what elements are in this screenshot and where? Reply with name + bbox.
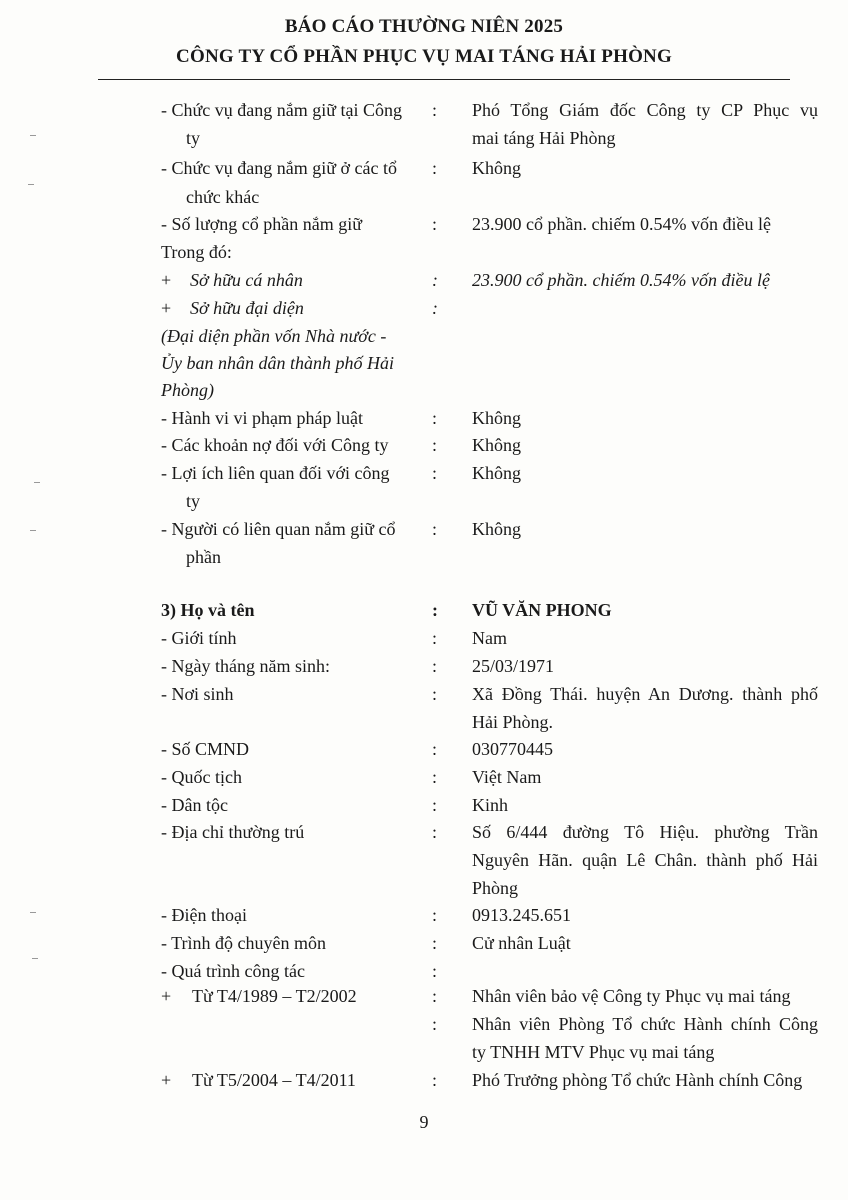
company-name: CÔNG TY CỔ PHẦN PHỤC VỤ MAI TÁNG HẢI PHÒNG	[176, 46, 672, 67]
phone-value: 0913.245.651	[472, 905, 571, 925]
plus-bullet: +	[161, 1070, 172, 1090]
career-entry: Phó Trưởng phòng Tổ chức Hành chính Công	[472, 1070, 803, 1090]
position-value: Phó Tổng Giám đốc Công ty CP Phục vụ	[472, 100, 818, 120]
gender-value: Nam	[472, 628, 507, 648]
career-entry: Nhân viên Phòng Tổ chức Hành chính Công	[472, 1014, 818, 1034]
debts-value: Không	[472, 435, 521, 455]
plus-bullet: +	[161, 986, 172, 1006]
representative-note: Ủy ban nhân dân thành phố Hải	[161, 353, 394, 373]
id-number-label: - Số CMND	[161, 739, 250, 759]
colon: :	[432, 767, 438, 787]
birthplace-label: - Nơi sinh	[161, 684, 234, 704]
colon: :	[432, 435, 438, 455]
id-number-value: 030770445	[472, 739, 553, 759]
colon: :	[432, 214, 438, 234]
colon: :	[432, 270, 438, 290]
career-period: Từ T4/1989 – T2/2002	[192, 986, 357, 1006]
report-title: BÁO CÁO THƯỜNG NIÊN 2025	[284, 16, 564, 37]
colon: :	[432, 463, 438, 483]
violation-label: - Hành vi vi phạm pháp luật	[161, 408, 363, 428]
position-label: - Chức vụ đang nắm giữ tại Công	[161, 100, 402, 120]
birthplace-value-cont: Hải Phòng.	[472, 712, 553, 732]
colon: :	[432, 628, 438, 648]
nationality-label: - Quốc tịch	[161, 767, 242, 787]
representative-ownership-label: Sở hữu đại diện	[190, 298, 304, 318]
plus-bullet: +	[161, 298, 172, 318]
colon: :	[432, 822, 438, 842]
related-shares-value: Không	[472, 519, 521, 539]
interest-value: Không	[472, 463, 521, 483]
address-value-cont: Nguyên Hãn. quận Lê Chân. thành phố Hải	[472, 850, 818, 870]
dob-label: - Ngày tháng năm sinh:	[161, 656, 330, 676]
colon: :	[432, 298, 438, 318]
related-shares-label: - Người có liên quan nắm giữ cổ	[161, 519, 396, 539]
colon: :	[432, 961, 438, 981]
address-value: Số 6/444 đường Tô Hiệu. phường Trần	[472, 822, 818, 842]
colon: :	[432, 684, 438, 704]
plus-bullet: +	[161, 270, 172, 290]
colon: :	[432, 905, 438, 925]
shares-value: 23.900 cổ phần. chiếm 0.54% vốn điều lệ	[472, 214, 771, 234]
scan-mark	[32, 958, 38, 959]
colon: :	[432, 739, 438, 759]
header-divider	[98, 79, 790, 80]
colon: :	[432, 408, 438, 428]
colon: :	[432, 795, 438, 815]
address-label: - Địa chỉ thường trú	[161, 822, 305, 842]
ethnicity-label: - Dân tộc	[161, 795, 228, 815]
birthplace-value: Xã Đồng Thái. huyện An Dương. thành phố	[472, 684, 818, 704]
scan-mark	[28, 184, 34, 185]
of-which-label: Trong đó:	[161, 242, 232, 262]
personal-ownership-value: 23.900 cổ phần. chiếm 0.54% vốn điều lệ	[472, 270, 770, 290]
representative-note: (Đại diện phần vốn Nhà nước -	[161, 326, 387, 346]
page-number: 9	[419, 1112, 429, 1132]
colon: :	[432, 158, 438, 178]
ethnicity-value: Kinh	[472, 795, 508, 815]
qualification-value: Cử nhân Luật	[472, 933, 571, 953]
colon: :	[432, 600, 438, 620]
other-org-label-cont: chức khác	[186, 187, 260, 207]
career-period: Từ T5/2004 – T4/2011	[192, 1070, 356, 1090]
shares-label: - Số lượng cổ phần nắm giữ	[161, 214, 363, 234]
position-value-cont: mai táng Hải Phòng	[472, 128, 616, 148]
position-label-cont: ty	[186, 128, 201, 148]
other-org-value: Không	[472, 158, 521, 178]
person-name-value: VŨ VĂN PHONG	[472, 600, 612, 620]
colon: :	[432, 1070, 438, 1090]
dob-value: 25/03/1971	[472, 656, 555, 676]
gender-label: - Giới tính	[161, 628, 237, 648]
representative-note: Phòng)	[161, 380, 214, 400]
scan-mark	[30, 912, 36, 913]
colon: :	[432, 519, 438, 539]
colon: :	[432, 100, 438, 120]
phone-label: - Điện thoại	[161, 905, 247, 925]
scan-mark	[30, 135, 36, 136]
scan-mark	[34, 482, 40, 483]
career-entry: Nhân viên bảo vệ Công ty Phục vụ mai táng	[472, 986, 791, 1006]
interest-label-cont: ty	[186, 491, 201, 511]
career-label: - Quá trình công tác	[161, 961, 305, 981]
related-shares-label-cont: phần	[186, 547, 221, 567]
debts-label: - Các khoản nợ đối với Công ty	[161, 435, 389, 455]
violation-value: Không	[472, 408, 521, 428]
scan-mark	[30, 530, 36, 531]
interest-label: - Lợi ích liên quan đối với công	[161, 463, 390, 483]
person-name-label: 3) Họ và tên	[161, 600, 255, 620]
colon: :	[432, 933, 438, 953]
qualification-label: - Trình độ chuyên môn	[161, 933, 327, 953]
personal-ownership-label: Sở hữu cá nhân	[190, 270, 303, 290]
other-org-label: - Chức vụ đang nắm giữ ở các tổ	[161, 158, 397, 178]
address-value-cont: Phòng	[472, 878, 519, 898]
colon: :	[432, 656, 438, 676]
colon: :	[432, 1014, 438, 1034]
nationality-value: Việt Nam	[472, 767, 542, 787]
career-entry-cont: ty TNHH MTV Phục vụ mai táng	[472, 1042, 715, 1062]
colon: :	[432, 986, 438, 1006]
